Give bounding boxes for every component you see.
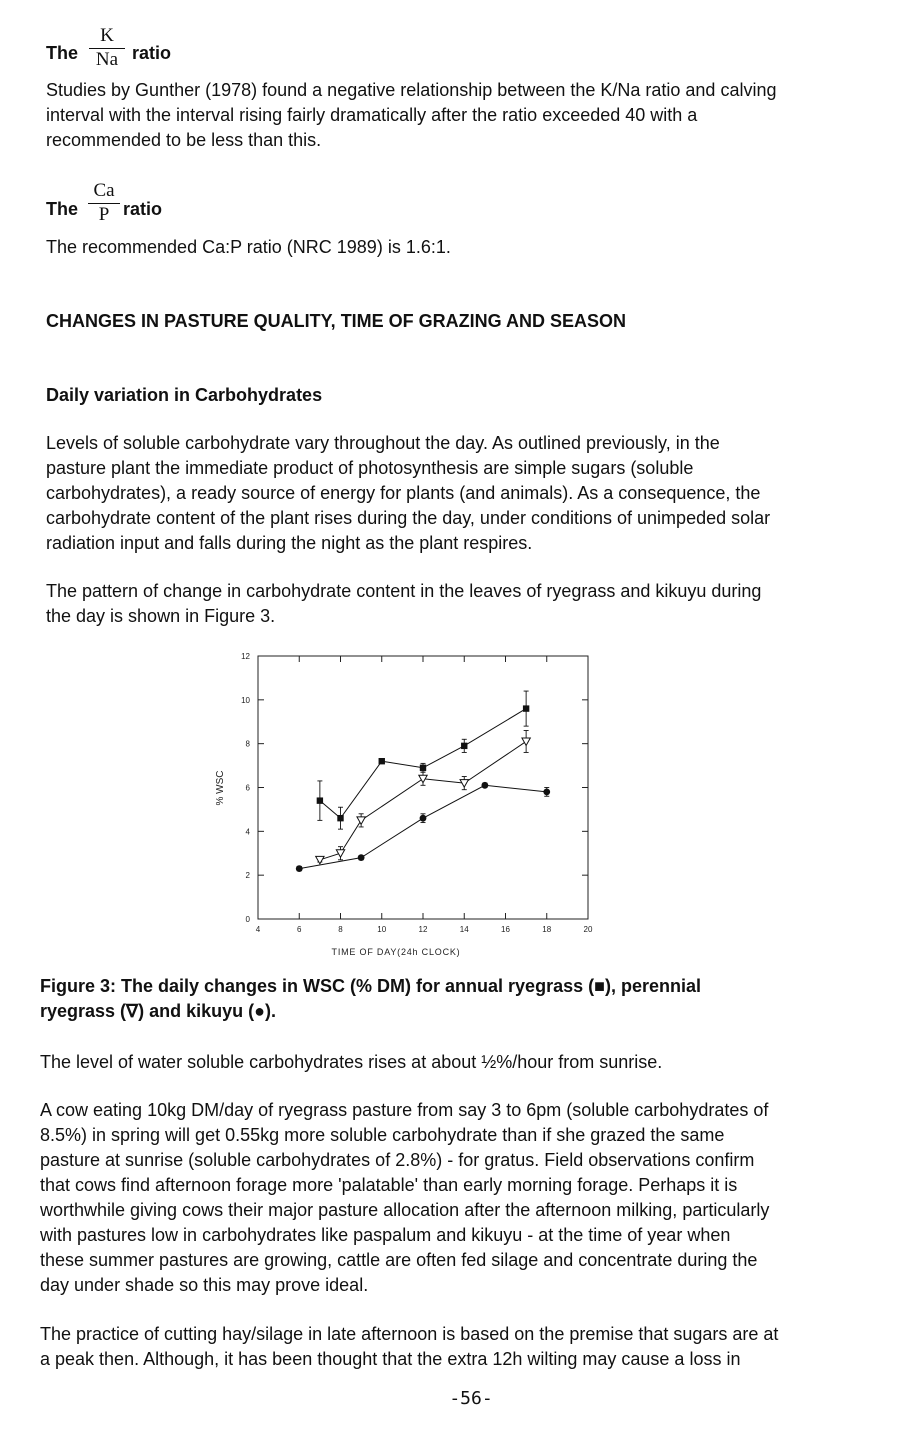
data-point-circle [296, 865, 303, 872]
para4-line: 8.5%) in spring will get 0.55kg more soluble carbohydrate than if she grazed the same [40, 1125, 725, 1145]
x-tick-label: 14 [459, 925, 469, 934]
y-tick-label: 8 [245, 739, 250, 749]
cap-numerator: Ca [93, 180, 115, 201]
data-point-circle [543, 788, 550, 795]
kna-line: recommended to be less than this. [46, 130, 322, 150]
cap-fraction [88, 181, 120, 225]
x-tick-label: 20 [583, 925, 593, 934]
cap-denominator: P [98, 204, 110, 225]
para1-line: pasture plant the immediate product of photosynthesis are simple sugars (soluble [46, 458, 694, 478]
cap-the: The [46, 199, 79, 219]
y-tick-label: 10 [241, 695, 250, 705]
data-point-triangle [336, 850, 344, 858]
para4-line: that cows find afternoon forage more 'palatable' than early morning forage. Perhaps it is [40, 1175, 738, 1195]
series-line-perennial-ryegrass [320, 741, 526, 859]
data-point-circle [481, 782, 488, 789]
y-axis-label: % WSC [215, 770, 226, 806]
para5-line: The practice of cutting hay/silage in late afternoon is based on the premise that sugars are at [40, 1324, 779, 1344]
para4-line: A cow eating 10kg DM/day of ryegrass pasture from say 3 to 6pm (soluble carbohydrates of [40, 1100, 769, 1120]
x-tick-label: 16 [501, 925, 510, 934]
paragraph-3: The level of water soluble carbohydrates rises at about ½%/hour from sunrise. [40, 1052, 663, 1072]
para4-line: pasture at sunrise (soluble carbohydrates of 2.8%) - for gratus. Field observations confirm [40, 1150, 755, 1170]
data-point-square [317, 797, 323, 803]
data-point-square [337, 815, 343, 821]
x-tick-label: 18 [542, 925, 552, 934]
kna-paragraph [46, 78, 886, 153]
data-point-square [523, 705, 529, 711]
para4-line: with pastures low in carbohydrates like paspalum and kikuyu - at the time of year when [40, 1225, 731, 1245]
kna-line: Studies by Gunther (1978) found a negative relationship between the K/Na ratio and calving [46, 80, 777, 100]
paragraph-2 [46, 579, 886, 629]
x-tick-label: 10 [377, 925, 387, 934]
y-tick-label: 4 [245, 827, 250, 837]
data-point-triangle [522, 738, 530, 746]
y-tick-label: 0 [245, 915, 250, 924]
kna-denominator: Na [95, 49, 119, 70]
x-tick-label: 4 [255, 925, 261, 934]
data-point-triangle [460, 780, 468, 788]
para2-line: The pattern of change in carbohydrate content in the leaves of ryegrass and kikuyu during [46, 581, 762, 601]
paragraph-1 [46, 431, 886, 556]
wsc-chart [200, 640, 620, 970]
section-heading: CHANGES IN PASTURE QUALITY, TIME OF GRAZING AND SEASON [46, 311, 627, 331]
subheading: Daily variation in Carbohydrates [46, 385, 323, 405]
paragraph-4 [40, 1098, 884, 1298]
kna-numerator: K [100, 25, 114, 46]
para1-line: Levels of soluble carbohydrate vary throughout the day. As outlined previously, in the [46, 433, 720, 453]
para1-line: radiation input and falls during the night as the plant respires. [46, 533, 533, 553]
data-point-square [461, 743, 467, 749]
paragraph-5 [40, 1322, 890, 1372]
caption-line: Figure 3: The daily changes in WSC (% DM) for annual ryegrass (■), perennial [40, 976, 701, 996]
x-axis-label: TIME OF DAY(24h CLOCK) [331, 947, 461, 957]
x-tick-label: 8 [338, 925, 343, 934]
x-tick-label: 12 [418, 925, 428, 934]
kna-fraction [89, 26, 125, 70]
data-point-triangle [357, 817, 365, 825]
data-point-square [420, 765, 426, 771]
para5-line: a peak then. Although, it has been thought that the extra 12h wilting may cause a loss in [40, 1349, 741, 1369]
data-point-circle [358, 854, 365, 861]
data-point-square [379, 758, 385, 764]
caption-line: ryegrass (∇) and kikuyu (●). [40, 1001, 276, 1021]
data-point-circle [420, 815, 427, 822]
kna-the: The [46, 43, 79, 63]
para4-line: day under shade so this may prove ideal. [40, 1275, 369, 1295]
plot-frame [258, 656, 588, 919]
data-point-triangle [316, 856, 324, 864]
y-tick-label: 2 [245, 871, 250, 881]
y-tick-label: 6 [245, 783, 250, 793]
kna-line: interval with the interval rising fairly dramatically after the ratio exceeded 40 with a [46, 105, 698, 125]
para1-line: carbohydrates), a ready source of energy for plants (and animals). As a consequence, the [46, 483, 761, 503]
page-number: -56- [449, 1388, 493, 1409]
x-tick-label: 6 [297, 925, 302, 934]
para4-line: worthwhile giving cows their major pasture allocation after the afternoon milking, particularly [40, 1200, 770, 1220]
para2-line: the day is shown in Figure 3. [46, 606, 276, 626]
y-tick-label: 12 [241, 652, 250, 661]
para4-line: these summer pastures are growing, cattle are often fed silage and concentrate during the [40, 1250, 758, 1270]
para1-line: carbohydrate content of the plant rises during the day, under conditions of unimpeded solar [46, 508, 771, 528]
series-line-kikuyu [299, 785, 547, 868]
figure-caption [40, 974, 890, 1024]
cap-paragraph: The recommended Ca:P ratio (NRC 1989) is 1.6:1. [46, 237, 451, 257]
cap-ratio-label: ratio [123, 199, 163, 219]
kna-ratio-label: ratio [132, 43, 172, 63]
